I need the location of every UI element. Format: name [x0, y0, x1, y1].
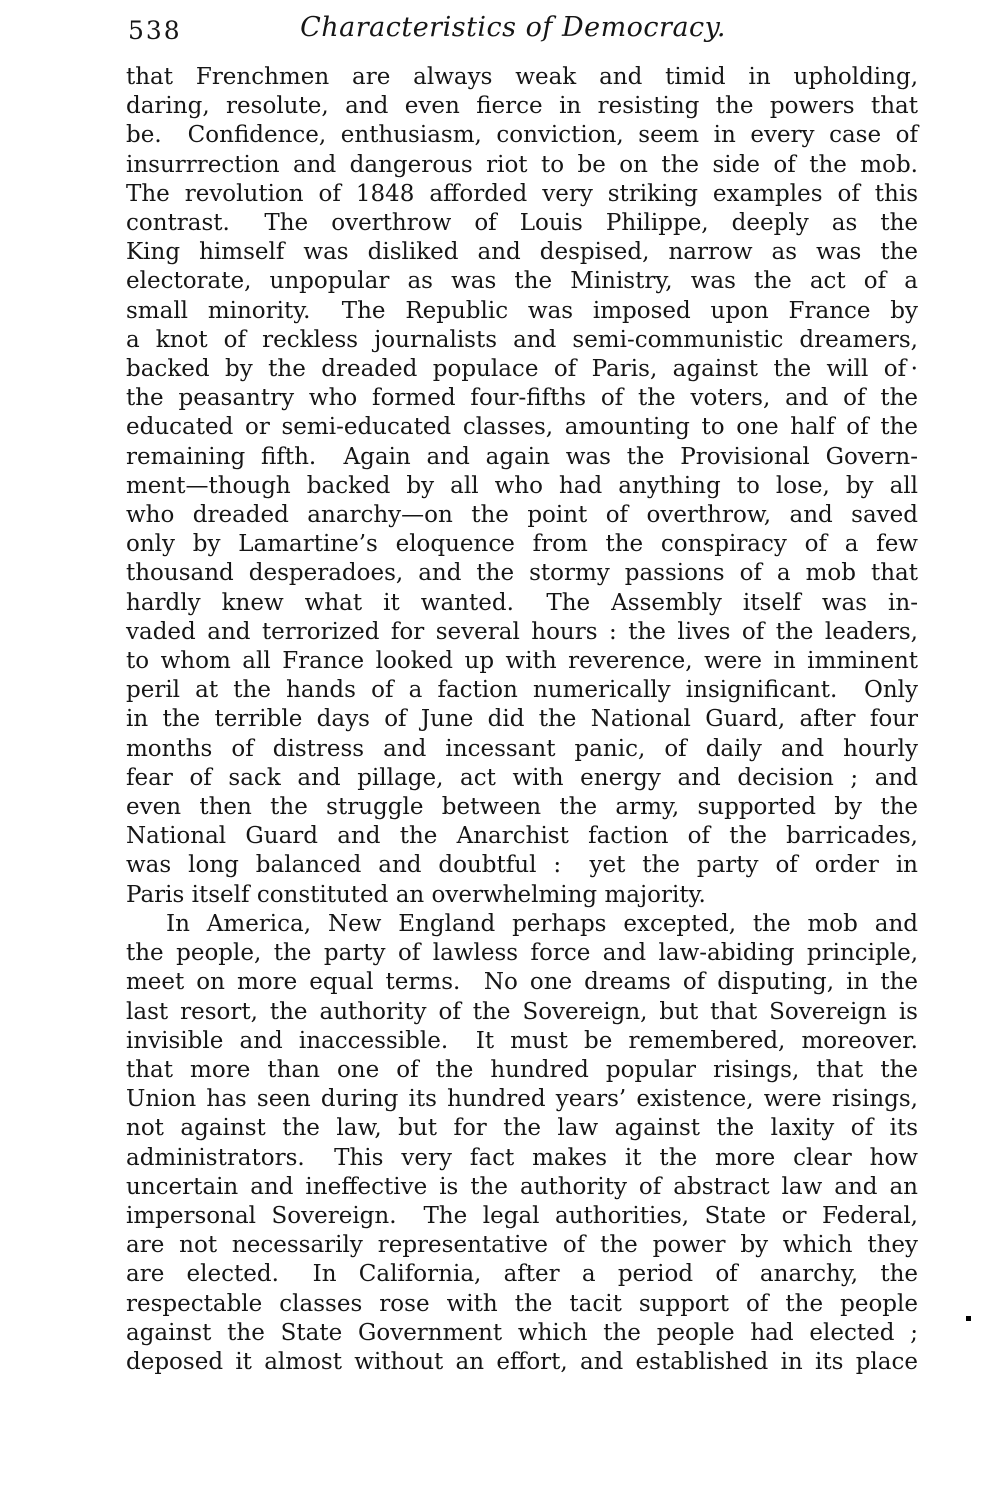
- text-line: deposed it almost without an effort, and established in its place: [126, 1348, 918, 1375]
- text-line: In America, New England perhaps excepted, the mob and: [166, 910, 918, 937]
- page-text: [126, 63, 918, 1377]
- text-line: remaining fifth. Again and again was the Provisional Govern-: [126, 443, 918, 470]
- text-line: insurrrection and dangerous riot to be on the side of the mob.: [126, 151, 918, 178]
- text-line: Paris itself constituted an overwhelming majority.: [126, 881, 706, 908]
- text-line: are not necessarily representative of the power by which they: [126, 1232, 918, 1259]
- text-line: backed by the dreaded populace of Paris, against the will of ·: [126, 356, 918, 383]
- text-line: King himself was disliked and despised, narrow as was the: [126, 239, 918, 266]
- text-line: daring, resolute, and even fierce in resisting the powers that: [126, 93, 918, 120]
- text-line: are elected. In California, after a period of anarchy, the: [126, 1261, 918, 1288]
- text-line: small minority. The Republic was imposed upon France by: [126, 297, 918, 324]
- text-line: the peasantry who formed four-fifths of the voters, and of the: [126, 385, 918, 412]
- text-line: hardly knew what it wanted. The Assembly itself was in-: [126, 589, 918, 616]
- text-line: ment—though backed by all who had anything to lose, by all: [126, 472, 918, 499]
- text-line: impersonal Sovereign. The legal authorities, State or Federal,: [126, 1202, 918, 1229]
- text-line: only by Lamartine’s eloquence from the conspiracy of a few: [126, 531, 918, 558]
- text-line: meet on more equal terms. No one dreams of disputing, in the: [126, 969, 918, 996]
- text-line: months of distress and incessant panic, of daily and hourly: [126, 735, 918, 762]
- text-line: administrators. This very fact makes it the more clear how: [126, 1144, 918, 1171]
- text-line: contrast. The overthrow of Louis Philippe, deeply as the: [126, 210, 918, 237]
- running-title: Characteristics of Democracy.: [300, 12, 726, 43]
- text-line: in the terrible days of June did the National Guard, after four: [126, 706, 918, 733]
- text-line: thousand desperadoes, and the stormy passions of a mob that: [126, 560, 918, 587]
- text-line: not against the law, but for the law against the laxity of its: [126, 1115, 918, 1142]
- page-number: 538: [128, 16, 182, 45]
- text-line: Union has seen during its hundred years’ existence, were risings,: [126, 1086, 918, 1113]
- text-line: National Guard and the Anarchist faction of the barricades,: [126, 823, 918, 850]
- text-line: against the State Government which the people had elected ;: [126, 1319, 918, 1346]
- text-line: electorate, unpopular as was the Ministry, was the act of a: [126, 268, 918, 295]
- text-line: invisible and inaccessible. It must be remembered, moreover.: [126, 1027, 918, 1054]
- text-line: The revolution of 1848 afforded very striking examples of this: [126, 180, 918, 207]
- text-line: the people, the party of lawless force and law-abiding principle,: [126, 940, 918, 967]
- text-line: that more than one of the hundred popular risings, that the: [126, 1056, 918, 1083]
- text-line: a knot of reckless journalists and semi-communistic dreamers,: [126, 326, 918, 353]
- text-line: to whom all France looked up with reverence, were in imminent: [126, 648, 918, 675]
- text-line: be. Confidence, enthusiasm, conviction, seem in every case of: [126, 122, 918, 149]
- text-line: vaded and terrorized for several hours : the lives of the leaders,: [126, 618, 918, 645]
- text-line: uncertain and ineffective is the authority of abstract law and an: [126, 1173, 918, 1200]
- page-header: [0, 12, 1000, 52]
- text-line: peril at the hands of a faction numerically insignificant. Only: [126, 677, 918, 704]
- text-line: fear of sack and pillage, act with energy and decision ; and: [126, 764, 918, 791]
- text-line: even then the struggle between the army, supported by the: [126, 794, 918, 821]
- scan-speck-artifact: [966, 1316, 971, 1321]
- text-line: respectable classes rose with the tacit support of the people: [126, 1290, 918, 1317]
- text-line: educated or semi-educated classes, amounting to one half of the: [126, 414, 918, 441]
- text-line: was long balanced and doubtful : yet the party of order in: [126, 852, 918, 879]
- text-line: who dreaded anarchy—on the point of overthrow, and saved: [126, 502, 918, 529]
- text-line: that Frenchmen are always weak and timid in upholding,: [126, 64, 918, 90]
- text-line: last resort, the authority of the Sovereign, but that Sovereign is: [126, 998, 918, 1025]
